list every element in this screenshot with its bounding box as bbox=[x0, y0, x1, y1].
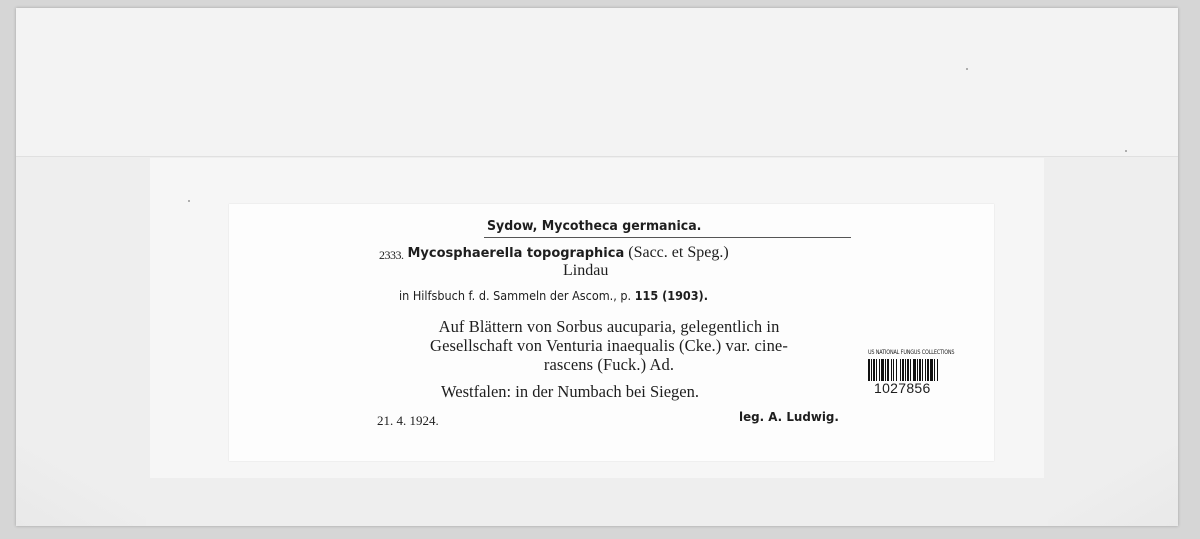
publication-text: in Hilfsbuch f. d. Sammeln der Ascom., p. bbox=[399, 288, 632, 303]
envelope-flap bbox=[16, 8, 1178, 157]
barcode-icon bbox=[866, 359, 976, 381]
species-author-continued: Lindau bbox=[563, 262, 609, 279]
substrate-line: Gesellschaft von Venturia inaequalis (Cke.) var. cine- bbox=[430, 336, 788, 355]
publication-reference bbox=[399, 288, 708, 303]
catalog-number: 1027856 bbox=[874, 380, 931, 396]
substrate-description bbox=[369, 317, 849, 374]
series-title: Sydow, Mycotheca germanica. bbox=[487, 218, 702, 234]
specimen-label bbox=[229, 204, 994, 461]
species-author: (Sacc. et Speg.) bbox=[628, 244, 729, 261]
exsiccata-number: 2333. bbox=[379, 248, 404, 262]
collection-date: 21. 4. 1924. bbox=[377, 413, 439, 428]
envelope-fold-left bbox=[16, 446, 146, 526]
publication-page-year: 115 (1903). bbox=[634, 288, 708, 303]
barcode-sticker bbox=[866, 349, 982, 396]
substrate-line: Auf Blättern von Sorbus aucuparia, gelegentlich in bbox=[438, 317, 780, 336]
locality: Westfalen: in der Numbach bei Siegen. bbox=[441, 382, 700, 401]
substrate-line: rascens (Fuck.) Ad. bbox=[543, 355, 675, 374]
collector: leg. A. Ludwig. bbox=[739, 409, 839, 424]
title-rule bbox=[484, 237, 851, 238]
species-name: Mycosphaerella topographica bbox=[407, 246, 625, 261]
collection-name: US NATIONAL FUNGUS COLLECTIONS bbox=[868, 349, 955, 356]
species-entry bbox=[379, 244, 859, 262]
envelope-fold-right bbox=[1048, 446, 1178, 526]
